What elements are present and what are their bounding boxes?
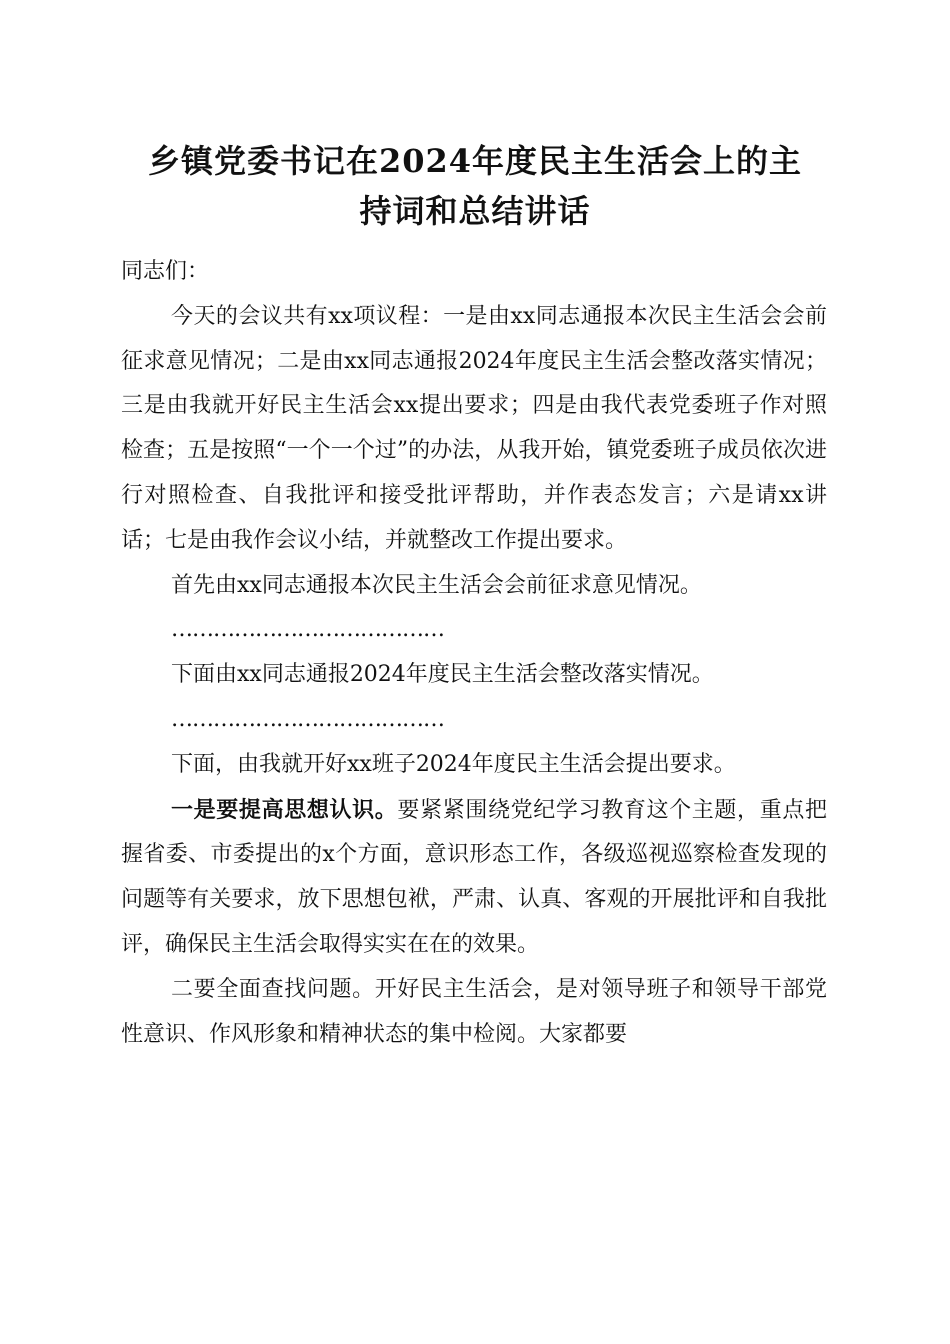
ellipsis-line-1: …………………………………	[171, 617, 444, 643]
agenda-paragraph: 今天的会议共有xx项议程：一是由xx同志通报本次民主生活会会前征求意见情况；二是由xx同志通报2024年度民主生活会整改落实情况；三是由我就开好民主生活会xx提出要求；四是由我代表党委班子作对照检查；五是按照“一个一个过”的办法，从我开始，镇党委班子成员依次进行对照检查、自我批评和接受批评帮助，并作表态发言；六是请xx讲话；七是由我作会议小结，并就整改工作提出要求。	[121, 303, 827, 553]
salutation: 同志们：	[121, 259, 210, 284]
second-report-paragraph: 下面由xx同志通报2024年度民主生活会整改落实情况。	[171, 662, 714, 688]
document-body	[121, 250, 827, 1057]
requirement-one-lead: 一是要提高思想认识。	[171, 796, 398, 823]
requirement-two-paragraph: 二要全面查找问题。开好民主生活会，是对领导班子和领导干部党性意识、作风形象和精神状态的集中检阅。大家都要	[121, 976, 827, 1047]
title-line-1: 乡镇党委书记在2024年度民主生活会上的主	[147, 142, 803, 180]
requirement-one-text: 要紧紧围绕党纪学习教育这个主题，重点把握省委、市委提出的x个方面，意识形态工作，各级巡视巡察检查发现的问题等有关要求，放下思想包袱，严肃、认真、客观的开展批评和自我批评，确保民主生活会取得实实在在的效果。	[121, 797, 827, 957]
ellipsis-line-2: …………………………………	[171, 706, 444, 732]
requirements-intro-paragraph: 下面，由我就开好xx班子2024年度民主生活会提出要求。	[171, 751, 736, 777]
requirement-one-paragraph	[121, 788, 827, 968]
title-line-2: 持词和总结讲话	[359, 192, 591, 230]
first-report-paragraph: 首先由xx同志通报本次民主生活会会前征求意见情况。	[171, 572, 702, 598]
document-title	[100, 136, 850, 236]
